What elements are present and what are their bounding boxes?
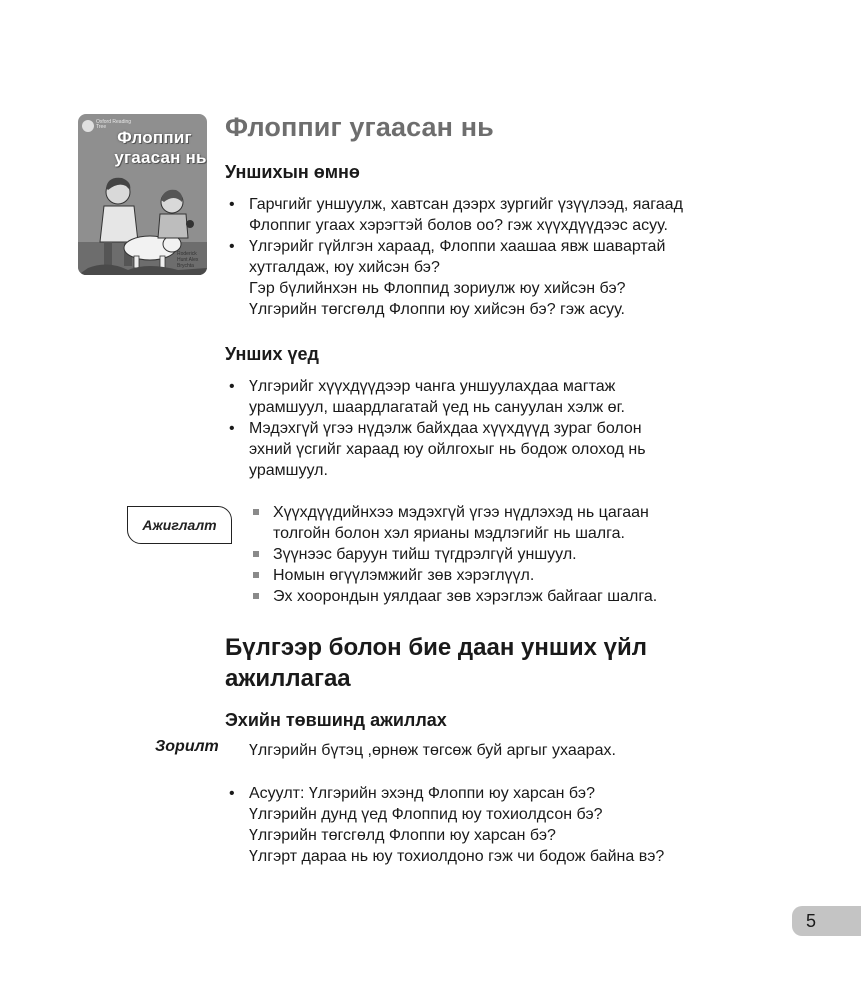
book-cover — [78, 114, 207, 275]
bullet-dot: • — [229, 238, 235, 255]
cover-authors: Roderick Hunt Alex Brychta — [177, 251, 199, 269]
during-bullet-1-line-2: урамшуул, шаардлагатай үед нь сануулан хэлж өг. — [249, 399, 625, 416]
cover-title-line2: угаасан нь — [114, 148, 207, 167]
goal-label: Зорилт — [155, 738, 219, 755]
group-subheading: Эхийн төвшинд ажиллах — [225, 710, 447, 730]
page-number: 5 — [806, 911, 817, 931]
group-bullet-line-2: Үлгэрийн дунд үед Флоппид юу тохиолдсон бэ? — [249, 806, 603, 823]
page-title: Флоппиг угаасан нь — [225, 112, 494, 142]
cover-title-line1: Флоппиг — [117, 128, 192, 147]
square-bullet-icon — [253, 593, 259, 599]
observation-item-1-line-1: Хүүхдүүдийнхээ мэдэхгүй үгээ нүдлэхэд нь цагаан — [273, 504, 649, 521]
before-bullet-2-line-1: Үлгэрийг гүйлгэн хараад, Флоппи хаашаа явж шавартай — [249, 238, 666, 255]
group-bullet-line-1: Асуулт: Үлгэрийн эхэнд Флоппи юу харсан бэ? — [249, 785, 595, 802]
bullet-dot: • — [229, 785, 235, 802]
during-bullet-1-line-1: Үлгэрийг хүүхдүүдээр чанга уншуулахдаа магтаж — [249, 378, 616, 395]
page-number-tab — [792, 906, 861, 936]
bullet-dot: • — [229, 196, 235, 213]
before-bullet-1-line-1: Гарчгийг уншуулж, хавтсан дээрх зургийг үзүүлээд, яагаад — [249, 196, 683, 213]
during-bullet-2-line-2: эхний үсгийг хараад юу ойлгохыг нь бодож олоход нь — [249, 441, 646, 458]
observation-item-4: Эх хоорондын уялдааг зөв хэрэглэж байгааг шалга. — [273, 588, 658, 605]
observation-item-1-line-2: толгойн болон хэл ярианы мэдлэгийг нь шалга. — [273, 525, 625, 542]
cover-series: Oxford Reading Tree — [96, 119, 132, 130]
before-bullet-1-line-2: Флоппиг угаах хэрэгтэй болов оо? гэж хүүхдүүдээс асуу. — [249, 217, 668, 234]
before-reading-heading: Уншихын өмнө — [225, 162, 360, 182]
group-bullet-line-4: Үлгэрт дараа нь юу тохиолдоно гэж чи бодож байна вэ? — [249, 848, 665, 865]
square-bullet-icon — [253, 551, 259, 557]
group-heading-line-1: Бүлгээр болон бие даан унших үйл — [225, 634, 647, 661]
before-bullet-2-line-4: Үлгэрийн төгсгөлд Флоппи юу хийсэн бэ? гэж асуу. — [249, 301, 625, 318]
square-bullet-icon — [253, 509, 259, 515]
bullet-dot: • — [229, 420, 235, 437]
bullet-dot: • — [229, 378, 235, 395]
group-bullet-line-3: Үлгэрийн төгсгөлд Флоппи юу харсан бэ? — [249, 827, 556, 844]
during-bullet-2-line-1: Мэдэхгүй үгээ нүдэлж байхдаа хүүхдүүд зураг болон — [249, 420, 642, 437]
group-section-heading — [225, 632, 647, 694]
observation-label: Ажиглалт — [127, 506, 232, 544]
observation-item-3: Номын өгүүлэмжийг зөв хэрэглүүл. — [273, 567, 535, 584]
square-bullet-icon — [253, 572, 259, 578]
goal-text: Үлгэрийн бүтэц ,өрнөж төгсөж буй аргыг ухаарах. — [249, 742, 616, 759]
before-bullet-2-line-2: хутгалдаж, юу хийсэн бэ? — [249, 259, 440, 276]
during-bullet-2-line-3: урамшуул. — [249, 462, 328, 479]
observation-item-2: Зүүнээс баруун тийш түгдрэлгүй уншуул. — [273, 546, 577, 563]
before-bullet-2-line-3: Гэр бүлийнхэн нь Флоппид зориулж юу хийсэн бэ? — [249, 280, 626, 297]
during-reading-heading: Унших үед — [225, 344, 319, 364]
group-heading-line-2: ажиллагаа — [225, 665, 351, 692]
